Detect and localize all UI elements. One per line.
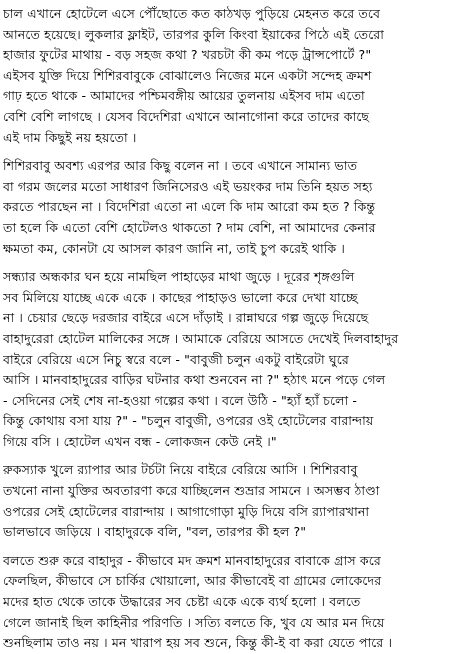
paragraph-5 (3, 551, 453, 654)
text-line: তখনো নানা যুক্তির অবতারণা করে যাচ্ছিলেন শুভ্রার সামনে । অসম্ভব ঠাণ্ডা (3, 483, 380, 499)
text-line: এইসব যুক্তি দিয়ে শিশিরবাবুকে বোঝালেও নিজের মনে একটা সন্দেহ ক্রমশ (3, 67, 372, 83)
text-line: সব মিলিয়ে যাচ্ছে একে একে । কাছের পাহাড়ও ভালো করে দেখা যাচ্ছে (3, 289, 358, 305)
text-line: এই দাম কিছুই নয় হয়তো । (3, 129, 137, 145)
paragraph-1 (3, 4, 453, 148)
text-line: তা হলে কি এতো বেশি হোটেলও থাকতো ? দাম বেশি, না আমাদের কেনার (3, 219, 376, 235)
text-line: গেলে জানাই ছিল কাহিনীর পরিণতি । সত্যি বলতে কি, খুব যে আর মন দিয়ে (3, 614, 385, 630)
text-line: রুকস্যাক খুলে র‍্যাপার আর টর্চটা নিয়ে বাইরে বেরিয়ে আসি । শিশিরবাবু (3, 462, 358, 478)
paragraph-3 (3, 267, 453, 452)
paragraph-4 (3, 460, 453, 542)
text-line: আসি । মানবাহাদুরের বাড়ির ঘটনার কথা শুনবেন না ?" হঠাৎ মনে পড়ে গেল (3, 372, 386, 388)
text-line: ওপরের সেই হোটেলের বারান্দায় । আগাগোড়া মুড়ি দিয়ে বসি র‍্যাপারখানা (3, 503, 370, 519)
text-line: না । চেয়ার ছেড়ে দরজার বাইরে এসে দাঁড়াই । রান্নাঘরে গল্প জুড়ে দিয়েছে (3, 310, 369, 326)
text-line: বলতে শুরু করে বাহাদুর - কীভাবে মদ ক্রমশ মানবাহাদুরের বাবাকে গ্রাস করে (3, 552, 381, 568)
text-line: সন্ধ্যার অন্ধকার ঘন হয়ে নামছিল পাহাড়ের মাথা জুড়ে । দূরের শৃঙ্গগুলি (3, 269, 355, 285)
text-line: করতে পারছেন না । বিদেশিরা এতো না এলে কি দাম আরো কম হত ? কিন্তু (3, 199, 376, 215)
text-line: শুনছিলাম তাও নয় । মন খারাপ হয় সব শুনে, কিন্তু কী-ই বা করা যেতে পারে । (3, 635, 393, 651)
text-line: বাইরে বেরিয়ে এসে নিচু স্বরে বলে - "বাবুজী চলুন একটু বাইরেটা ঘুরে (3, 351, 349, 367)
text-line: বাহাদুরেরা হোটেল মালিকের সঙ্গে । আমাকে বেরিয়ে আসতে দেখেই দিলবাহাদুর (3, 330, 399, 346)
text-line: হাজার ফুটের মাথায় - বড় সহজ কথা ? খরচটা কী কম পড়ে ট্রান্সপোর্টে ?" (3, 47, 372, 63)
text-line: গিয়ে বসি । হোটেল এখন বন্ধ - লোকজন কেউ নেই ।" (3, 433, 277, 449)
text-line: বা গরম জলের মতো সাধারণ জিনিসেরও এই ভয়ংকর দাম তিনি হয়ত সহ্য (3, 178, 373, 194)
text-line: বেশি বেশি লাগছে । যেসব বিদেশিরা এখানে আনাগোনা করে তাদের কাছে (3, 108, 370, 124)
text-line: কিন্তু কোথায় বসা যায় ?" - "চলুন বাবুজী, ওপরের ওই হোটেলের বারান্দায় (3, 413, 374, 429)
text-line: মদের হাত থেকে তাকে উদ্ধারের সব চেষ্টা একে একে ব্যর্থ হলো । বলতে (3, 594, 361, 610)
text-line: আনতে হয়েছে। লুকলার ফ্লাইট, তারপর কুলি কিংবা ইয়াকের পিঠে এই তেরো (3, 26, 384, 42)
text-line: গাঢ় হতে থাকে - আমাদের পশ্চিমবঙ্গীয় আয়ের তুলনায় এইসব দাম এতো (3, 88, 365, 104)
text-line: চাল এখানে হোটেলে এসে পৌঁছোতে কত কাঠখড় পুড়িয়ে মেহনত করে তবে (3, 6, 381, 21)
text-line: - সেদিনের সেই শেষ না-হওয়া গল্পের কথা । বলে উঠি - "হ্যাঁ হ্যাঁ চলো - (3, 392, 357, 408)
paragraph-2 (3, 156, 453, 259)
text-line: ফেলছিল, কীভাবে সে চার্কির খোয়ালো, আর কীভাবেই বা গ্রামের লোকেদের (3, 573, 382, 589)
text-line: শিশিরবাবু অবশ্য এরপর আর কিছু বলেন না । তবে এখানে সামান্য ভাত (3, 158, 358, 174)
text-line: ক্ষমতা কম, কোনটা যে আসল কারণ জানি না, তাই চুপ করেই থাকি । (3, 240, 345, 256)
text-line: ভালভাবে জড়িয়ে । বাহাদুরকে বলি, "বল, তারপর কী হল ?" (3, 524, 307, 540)
